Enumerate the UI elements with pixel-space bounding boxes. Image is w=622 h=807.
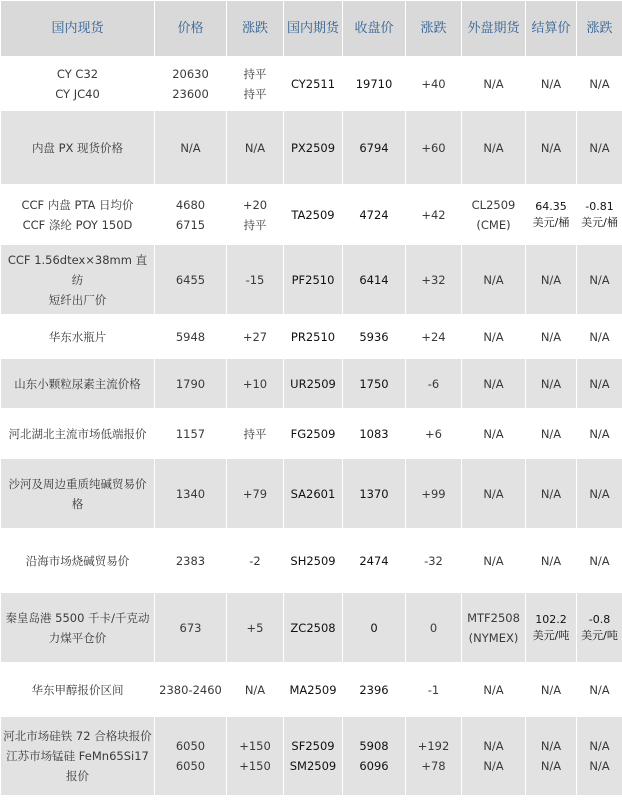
cell-line: -15	[245, 272, 265, 287]
cell-line: 2396	[359, 682, 389, 697]
table-row	[1, 315, 622, 359]
cell-line: 4724	[359, 207, 389, 222]
cell-line: TA2509	[291, 207, 335, 222]
cell-foreign	[462, 593, 526, 663]
cell-futures	[284, 315, 343, 359]
cell-line: N/A	[483, 759, 504, 773]
cell-change	[227, 459, 284, 529]
cell-line: +99	[421, 486, 446, 501]
cell-line: 1370	[359, 486, 389, 501]
table-row	[1, 111, 622, 185]
cell-change	[227, 315, 284, 359]
cell-line: N/A	[244, 682, 266, 697]
column-header: 价格	[155, 1, 227, 57]
cell-line: 6096	[359, 759, 389, 773]
cell-line: PX2509	[290, 140, 336, 155]
cell-line: +40	[421, 76, 446, 91]
cell-spot	[1, 593, 155, 663]
cell-foreign	[462, 409, 526, 459]
cell-line: 4680	[175, 197, 206, 212]
cell-line: 1083	[359, 426, 389, 441]
column-header: 外盘期货	[462, 1, 526, 57]
column-header: 收盘价	[343, 1, 406, 57]
cell-line: N/A	[483, 682, 504, 697]
cell-change	[227, 717, 284, 796]
cell-line: N/A	[540, 426, 562, 441]
cell-line: -2	[249, 553, 261, 568]
cell-price	[155, 245, 227, 315]
cell-line: +24	[421, 329, 446, 344]
cell-line: N/A	[180, 140, 201, 155]
cell-line: N/A	[540, 553, 562, 568]
cell-change	[227, 359, 284, 409]
cell-futures	[284, 717, 343, 796]
column-header: 结算价	[526, 1, 577, 57]
cell-line: +32	[421, 272, 446, 287]
cell-line: +60	[421, 140, 446, 155]
cell-line: N/A	[589, 426, 610, 441]
cell-foreign	[462, 245, 526, 315]
cell-line: +10	[242, 376, 268, 391]
cell-line: 短纤出厂价	[48, 292, 107, 307]
cell-line: MTF2508	[467, 610, 520, 625]
cell-spot	[1, 409, 155, 459]
cell-line: N/A	[540, 376, 562, 391]
cell-price	[155, 663, 227, 717]
cell-schange	[577, 57, 622, 111]
cell-settle	[526, 529, 577, 593]
cell-line: N/A	[589, 553, 610, 568]
cell-fchange	[406, 359, 462, 409]
cell-line: PR2510	[290, 329, 336, 344]
cell-line: 6455	[175, 272, 206, 287]
cell-spot	[1, 315, 155, 359]
cell-price	[155, 593, 227, 663]
table-row	[1, 185, 622, 245]
cell-line: 江苏市场锰硅 FeMn65Si17	[6, 749, 149, 763]
cell-line: 持平	[243, 426, 267, 441]
cell-fchange	[406, 409, 462, 459]
cell-spot	[1, 663, 155, 717]
cell-line: +192	[417, 739, 450, 753]
cell-line: N/A	[540, 682, 562, 697]
cell-schange	[577, 663, 622, 717]
cell-close	[343, 359, 406, 409]
cell-line: CCF 1.56dtex×38mm 直纺	[7, 252, 148, 287]
cell-line: SH2509	[290, 553, 336, 568]
table-row	[1, 529, 622, 593]
cell-line: 23600	[172, 86, 209, 101]
cell-line: 2474	[359, 553, 389, 568]
cell-line: -32	[424, 553, 443, 568]
cell-line: N/A	[589, 682, 610, 697]
table-row	[1, 717, 622, 796]
cell-spot	[1, 57, 155, 111]
cell-line: MA2509	[289, 682, 337, 697]
cell-spot	[1, 185, 155, 245]
cell-line: 华东水瓶片	[48, 329, 107, 344]
cell-line: +20	[242, 197, 268, 212]
cell-line: +78	[421, 759, 446, 773]
cell-line: 山东小颗粒尿素主流价格	[14, 376, 141, 391]
cell-close	[343, 409, 406, 459]
cell-line: N/A	[483, 426, 504, 441]
cell-schange	[577, 111, 622, 185]
cell-line: N/A	[589, 272, 610, 287]
cell-line: N/A	[589, 759, 610, 773]
cell-line: 64.35	[535, 199, 567, 213]
cell-foreign	[462, 315, 526, 359]
cell-line: CCF 内盘 PTA 日均价	[21, 197, 134, 212]
cell-line: FG2509	[290, 426, 336, 441]
cell-line: N/A	[589, 376, 610, 391]
cell-fchange	[406, 185, 462, 245]
header-row	[1, 1, 622, 57]
cell-schange	[577, 529, 622, 593]
cell-fchange	[406, 315, 462, 359]
cell-line: N/A	[483, 739, 504, 753]
cell-line: 2383	[175, 553, 206, 568]
cell-line: 美元/桶	[581, 215, 618, 229]
cell-line: N/A	[540, 329, 562, 344]
cell-line: 19710	[355, 76, 393, 91]
cell-schange	[577, 717, 622, 796]
cell-line: 河北市场硅铁 72 合格块报价	[3, 729, 152, 743]
cell-close	[343, 593, 406, 663]
cell-line: N/A	[244, 140, 266, 155]
cell-schange	[577, 245, 622, 315]
column-header: 涨跌	[227, 1, 284, 57]
cell-settle	[526, 663, 577, 717]
cell-line: N/A	[589, 76, 610, 91]
cell-line: N/A	[589, 140, 610, 155]
cell-futures	[284, 663, 343, 717]
cell-fchange	[406, 57, 462, 111]
cell-settle	[526, 111, 577, 185]
cell-futures	[284, 593, 343, 663]
cell-line: PF2510	[291, 272, 335, 287]
cell-price	[155, 185, 227, 245]
table-row	[1, 57, 622, 111]
cell-line: 6414	[359, 272, 389, 287]
column-header: 涨跌	[577, 1, 622, 57]
cell-close	[343, 459, 406, 529]
cell-line: 2380-2460	[159, 682, 222, 697]
cell-line: 20630	[172, 66, 209, 81]
table-row	[1, 359, 622, 409]
cell-schange	[577, 315, 622, 359]
cell-line: CCF 涤纶 POY 150D	[22, 217, 133, 232]
cell-fchange	[406, 111, 462, 185]
cell-fchange	[406, 717, 462, 796]
cell-line: 6715	[175, 217, 206, 232]
cell-line: 673	[179, 620, 202, 635]
cell-futures	[284, 57, 343, 111]
cell-line: N/A	[540, 739, 562, 753]
cell-line: 0	[429, 620, 438, 635]
cell-futures	[284, 111, 343, 185]
cell-settle	[526, 315, 577, 359]
cell-settle	[526, 593, 577, 663]
cell-line: -0.81	[585, 199, 614, 213]
cell-spot	[1, 359, 155, 409]
cell-change	[227, 185, 284, 245]
cell-line: 持平	[243, 217, 267, 232]
cell-line: ZC2508	[290, 620, 336, 635]
cell-line: N/A	[483, 553, 504, 568]
cell-settle	[526, 717, 577, 796]
cell-line: N/A	[483, 76, 504, 91]
cell-line: 102.2	[535, 612, 567, 626]
cell-line: N/A	[589, 329, 610, 344]
cell-futures	[284, 185, 343, 245]
cell-line: SA2601	[290, 486, 336, 501]
cell-schange	[577, 459, 622, 529]
table-row	[1, 245, 622, 315]
cell-line: N/A	[483, 329, 504, 344]
cell-line: CY2511	[290, 76, 336, 91]
cell-line: +150	[239, 739, 271, 753]
cell-line: N/A	[540, 759, 562, 773]
cell-foreign	[462, 663, 526, 717]
cell-fchange	[406, 529, 462, 593]
cell-line: CY C32	[56, 66, 99, 81]
cell-line: N/A	[483, 376, 504, 391]
table-row	[1, 459, 622, 529]
cell-settle	[526, 409, 577, 459]
cell-line: 0	[370, 620, 378, 635]
cell-change	[227, 57, 284, 111]
cell-change	[227, 529, 284, 593]
cell-price	[155, 717, 227, 796]
cell-foreign	[462, 717, 526, 796]
cell-line: 6794	[359, 140, 389, 155]
cell-line: (NYMEX)	[468, 630, 519, 645]
cell-futures	[284, 245, 343, 315]
cell-change	[227, 245, 284, 315]
cell-line: 6050	[175, 739, 206, 753]
cell-foreign	[462, 57, 526, 111]
table-row	[1, 593, 622, 663]
cell-fchange	[406, 245, 462, 315]
cell-line: +150	[239, 759, 271, 773]
cell-line: 美元/吨	[532, 628, 570, 642]
cell-line: SM2509	[289, 759, 337, 773]
cell-foreign	[462, 359, 526, 409]
cell-close	[343, 529, 406, 593]
column-header: 涨跌	[406, 1, 462, 57]
cell-price	[155, 359, 227, 409]
cell-futures	[284, 529, 343, 593]
cell-line: 1750	[359, 376, 389, 391]
cell-settle	[526, 185, 577, 245]
cell-line: N/A	[540, 486, 562, 501]
cell-line: +27	[242, 329, 268, 344]
cell-line: N/A	[540, 140, 562, 155]
cell-close	[343, 111, 406, 185]
cell-line: N/A	[483, 272, 504, 287]
cell-fchange	[406, 459, 462, 529]
cell-foreign	[462, 185, 526, 245]
table-row	[1, 409, 622, 459]
cell-line: 6050	[175, 759, 206, 773]
cell-close	[343, 57, 406, 111]
cell-line: 内盘 PX 现货价格	[31, 140, 124, 155]
cell-line: 持平	[243, 86, 267, 101]
cell-line: +42	[421, 207, 446, 222]
cell-line: -1	[427, 682, 440, 697]
cell-line: N/A	[483, 140, 504, 155]
cell-spot	[1, 529, 155, 593]
cell-foreign	[462, 529, 526, 593]
cell-line: +6	[425, 426, 442, 441]
cell-settle	[526, 359, 577, 409]
cell-close	[343, 315, 406, 359]
cell-close	[343, 663, 406, 717]
cell-price	[155, 459, 227, 529]
cell-close	[343, 245, 406, 315]
cell-price	[155, 111, 227, 185]
cell-fchange	[406, 663, 462, 717]
cell-line: 美元/吨	[581, 628, 618, 642]
cell-schange	[577, 185, 622, 245]
cell-line: 美元/桶	[532, 215, 570, 229]
cell-change	[227, 409, 284, 459]
cell-spot	[1, 717, 155, 796]
cell-line: N/A	[540, 272, 562, 287]
cell-settle	[526, 245, 577, 315]
cell-line: 力煤平仓价	[48, 630, 107, 645]
cell-close	[343, 717, 406, 796]
cell-close	[343, 185, 406, 245]
table-body	[1, 57, 622, 796]
cell-line: 1790	[175, 376, 206, 391]
cell-settle	[526, 57, 577, 111]
cell-price	[155, 409, 227, 459]
cell-line: N/A	[589, 739, 610, 753]
cell-line: 秦皇岛港 5500 千卡/千克动	[5, 610, 150, 625]
cell-line: 沿海市场烧碱贸易价	[25, 553, 130, 568]
cell-line: +5	[246, 620, 264, 635]
cell-line: 1340	[175, 486, 206, 501]
cell-price	[155, 57, 227, 111]
cell-foreign	[462, 459, 526, 529]
cell-change	[227, 663, 284, 717]
cell-line: SF2509	[291, 739, 335, 753]
column-header: 国内现货	[1, 1, 155, 57]
cell-price	[155, 529, 227, 593]
cell-futures	[284, 409, 343, 459]
cell-schange	[577, 409, 622, 459]
cell-line: 5948	[175, 329, 206, 344]
cell-line: 5908	[359, 739, 389, 753]
cell-line: CL2509	[471, 197, 516, 212]
cell-change	[227, 111, 284, 185]
cell-change	[227, 593, 284, 663]
cell-spot	[1, 459, 155, 529]
cell-line: N/A	[540, 76, 562, 91]
cell-schange	[577, 593, 622, 663]
cell-settle	[526, 459, 577, 529]
table-row	[1, 663, 622, 717]
cell-schange	[577, 359, 622, 409]
cell-line: (CME)	[476, 217, 511, 232]
cell-futures	[284, 359, 343, 409]
cell-spot	[1, 245, 155, 315]
cell-line: 沙河及周边重质纯碱贸易价格	[8, 476, 147, 511]
cell-line: 1157	[175, 426, 206, 441]
cell-line: 华东甲醇报价区间	[31, 682, 124, 697]
cell-line: N/A	[483, 486, 504, 501]
cell-line: N/A	[589, 486, 610, 501]
cell-fchange	[406, 593, 462, 663]
cell-foreign	[462, 111, 526, 185]
column-header: 国内期货	[284, 1, 343, 57]
cell-line: CY JC40	[55, 86, 100, 101]
cell-futures	[284, 459, 343, 529]
cell-line: UR2509	[290, 376, 336, 391]
cell-spot	[1, 111, 155, 185]
cell-line: +79	[242, 486, 268, 501]
cell-line: 报价	[66, 769, 89, 783]
cell-line: 持平	[243, 66, 267, 81]
cell-line: 河北湖北主流市场低端报价	[8, 426, 147, 441]
cell-price	[155, 315, 227, 359]
cell-line: -0.8	[588, 612, 611, 626]
cell-line: -6	[427, 376, 440, 391]
cell-line: 5936	[359, 329, 389, 344]
